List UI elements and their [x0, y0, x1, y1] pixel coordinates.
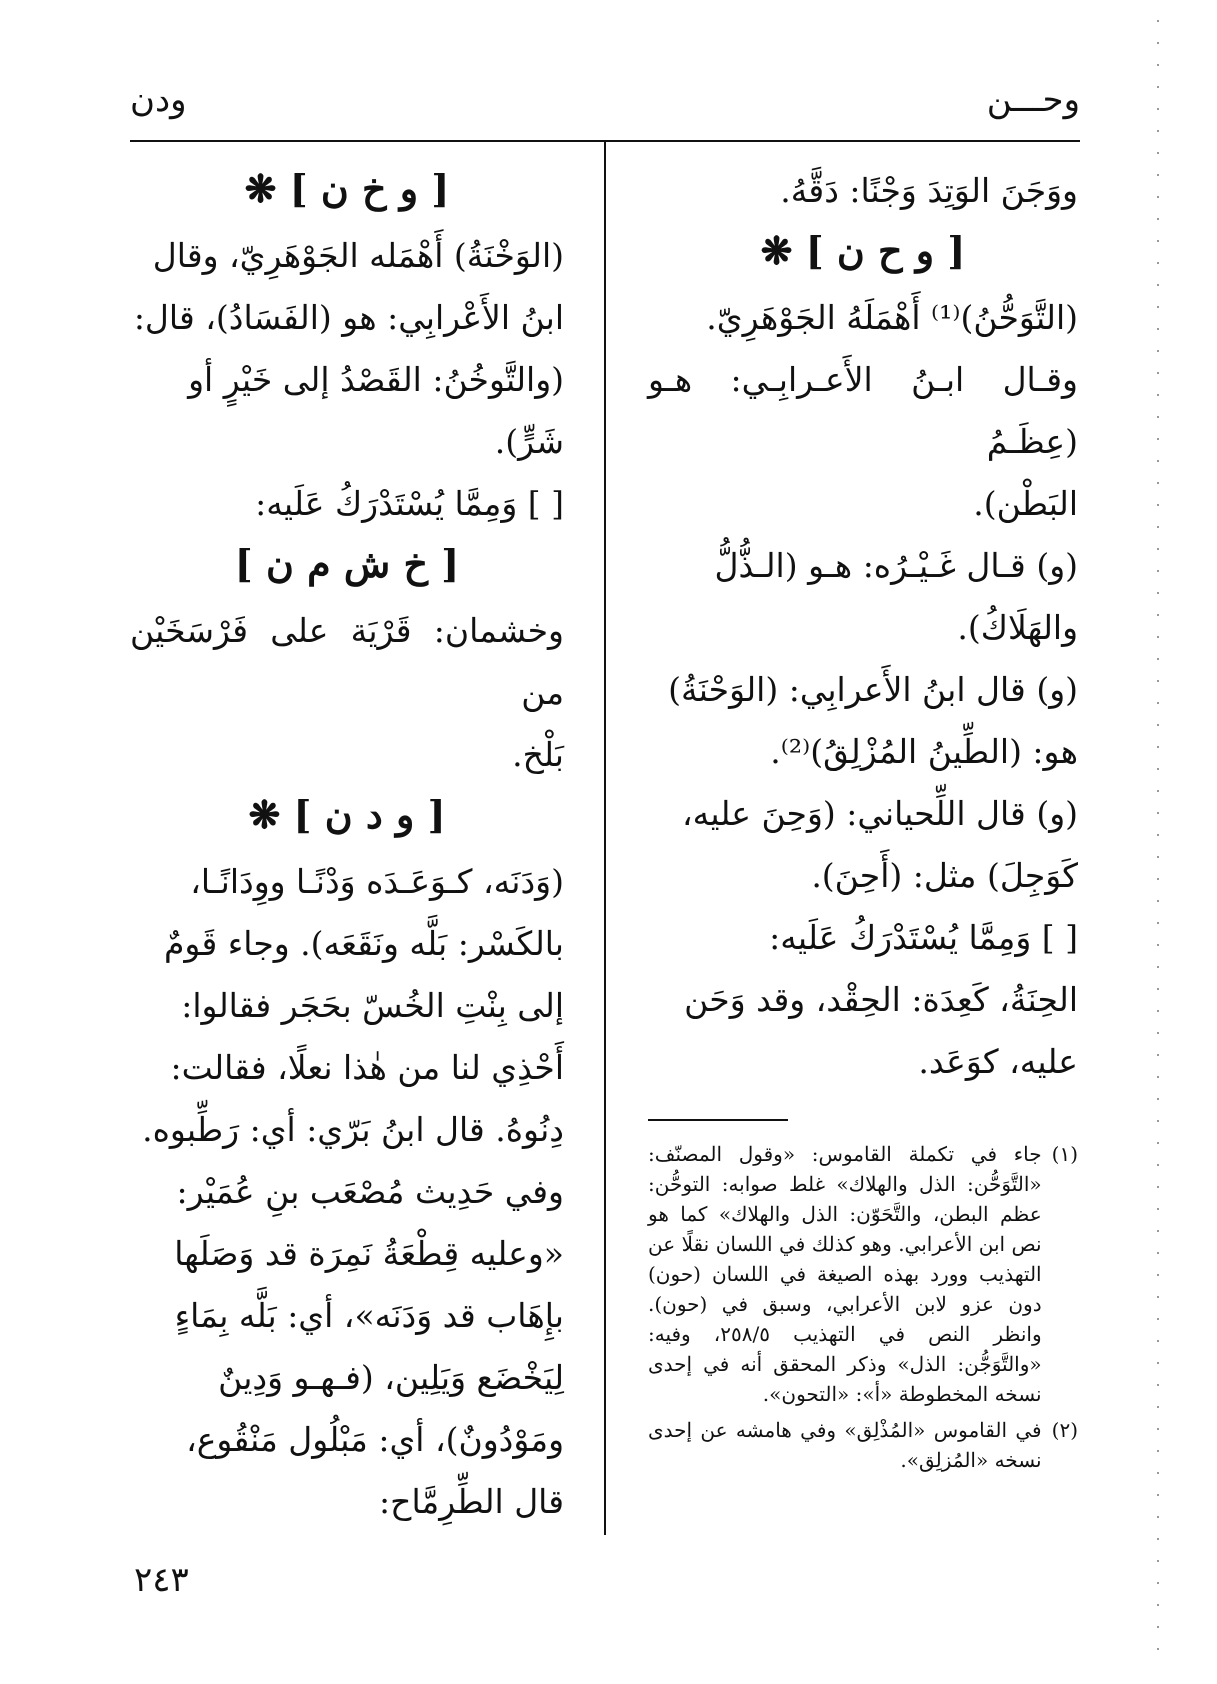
header-right-title: وحـــن: [986, 80, 1080, 120]
text-line: أَحْذِي لنا من هٰذا نعلًا، فقالت:: [170, 1048, 564, 1087]
footnote-rule: [648, 1119, 788, 1121]
text-line: (الوَخْنَةُ) أَهْمَله الجَوْهَرِيّ، وقال: [152, 236, 564, 275]
text-line: «وعليه قِطْعَةُ نَمِرَة قد وَصَلَها: [174, 1234, 564, 1273]
text-line: بَلْخ.: [512, 735, 564, 774]
text-line: البَطْن).: [973, 484, 1078, 523]
footnote-number: (٢): [1051, 1418, 1078, 1442]
page-header: [130, 80, 1080, 130]
text-line: والهَلَاكُ).: [957, 608, 1078, 647]
text-line: وفي حَدِيث مُصْعَب بنِ عُمَيْر:: [176, 1172, 564, 1211]
entry-title-wkhn: [ و خ ن ] ❋: [244, 166, 450, 211]
text-line: إلى بِنْتِ الخُسّ بحَجَر فقالوا:: [181, 986, 564, 1025]
text-line: دِنُوهُ. قال ابنُ بَرّي: أي: رَطِّبوه.: [142, 1110, 564, 1149]
page-edge-dots: [1157, 20, 1159, 1660]
footnote-text: في القاموس «المُذْلِق» وفي هامشه عن إحدى نسخه «المُزلِق».: [648, 1418, 1042, 1472]
page-number: ٢٤٣: [134, 1560, 189, 1600]
text-line: كَوَجِلَ) مثل: (أَحِنَ).: [811, 856, 1078, 895]
text-line: ومَوْدُونٌ)، أي: مَبْلُول مَنْقُوع،: [186, 1420, 564, 1459]
text-line: الحِنَةُ، كَعِدَة: الحِقْد، وقد وَحَن: [684, 980, 1078, 1019]
text-line: بالكَسْر: بَلَّه ونَقَعَه). وجاء قَومٌ: [164, 924, 564, 963]
text-line: (و) قـال غَـيْـرُه: هـو (الـذُّلُّ: [714, 546, 1078, 585]
footnote-number: (١): [1051, 1142, 1078, 1166]
header-left-title: ودن: [130, 80, 187, 120]
text-line: (و) قال اللِّحياني: (وَحِنَ عليه،: [682, 794, 1078, 833]
opening-line: ووَجَنَ الوَتِدَ وَجْنًا: دَقَّهُ.: [780, 171, 1078, 210]
left-column: [130, 160, 564, 1533]
text-line: هو: (الطِّينُ المُزْلِقُ)⁽²⁾.: [770, 732, 1078, 771]
text-line: [ ] وَمِمَّا يُسْتَدْرَكُ عَلَيه:: [769, 918, 1078, 957]
right-column: [648, 160, 1078, 1475]
text-line: وخشمان: قَرْيَة على فَرْسَخَيْن من: [130, 611, 564, 712]
text-line: (والتَّوخُنُ: القَصْدُ إلى خَيْرٍ أو: [188, 360, 564, 399]
text-line: ابنُ الأَعْرابِي: هو (الفَسَادُ)، قال:: [133, 298, 564, 337]
text-line: [ ] وَمِمَّا يُسْتَدْرَكُ عَلَيه:: [255, 484, 564, 523]
text-line: وقـال ابـنُ الأَعـرابِـي: هـو (عِظَـمُ: [648, 360, 1078, 461]
entry-title-whn: [ و ح ن ] ❋: [760, 228, 966, 273]
entry-title-wdn: [ و د ن ] ❋: [248, 792, 446, 837]
text-line: عليه، كوَعَد.: [918, 1042, 1078, 1081]
entry-title-khshmn: [ خ ش م ن ]: [234, 541, 460, 586]
column-divider: [604, 140, 606, 1535]
text-line: بإِهَاب قد وَدَنَه»، أي: بَلَّه بِمَاءٍ: [174, 1296, 564, 1335]
footnote-1: [648, 1139, 1078, 1409]
text-line: (وَدَنَه، كـوَعَـدَه وَدْنًـا ووِدَانًـا،: [190, 862, 564, 901]
text-line: شَرٍّ).: [494, 422, 564, 461]
text-line: (و) قال ابنُ الأَعرابِي: (الوَحْنَةُ): [668, 670, 1078, 709]
footnote-text: جاء في تكملة القاموس: «وقول المصنّف: «التَّوَحُّن: الذل والهلاك» غلط صوابه: التوحُّن: عظم البطن، والتَّحَوّن: الذل والهلاك» كما هو نص ابن الأعرابي. وهو كذلك في اللسان نقلًا عن التهذيب وورد بهذه الصيغة في اللسان (حون) دون عزو لابن الأعرابي، وسبق في (حون). وانظر النص في التهذيب ٢٥٨/٥، وفيه: «والتَّوَجُّن: الذل» وذكر المحقق أنه في إحدى نسخه المخطوطة «أ»: «التحون».: [648, 1142, 1042, 1406]
text-line: قال الطِّرِمَّاح:: [379, 1482, 564, 1521]
text-line: لِيَخْضَع وَيَلِين، (فـهـو وَدِينٌ: [218, 1358, 564, 1397]
text-line: (التَّوَحُّنُ)⁽¹⁾ أَهْمَلَهُ الجَوْهَرِيّ.: [706, 298, 1078, 337]
footnote-2: [648, 1415, 1078, 1475]
